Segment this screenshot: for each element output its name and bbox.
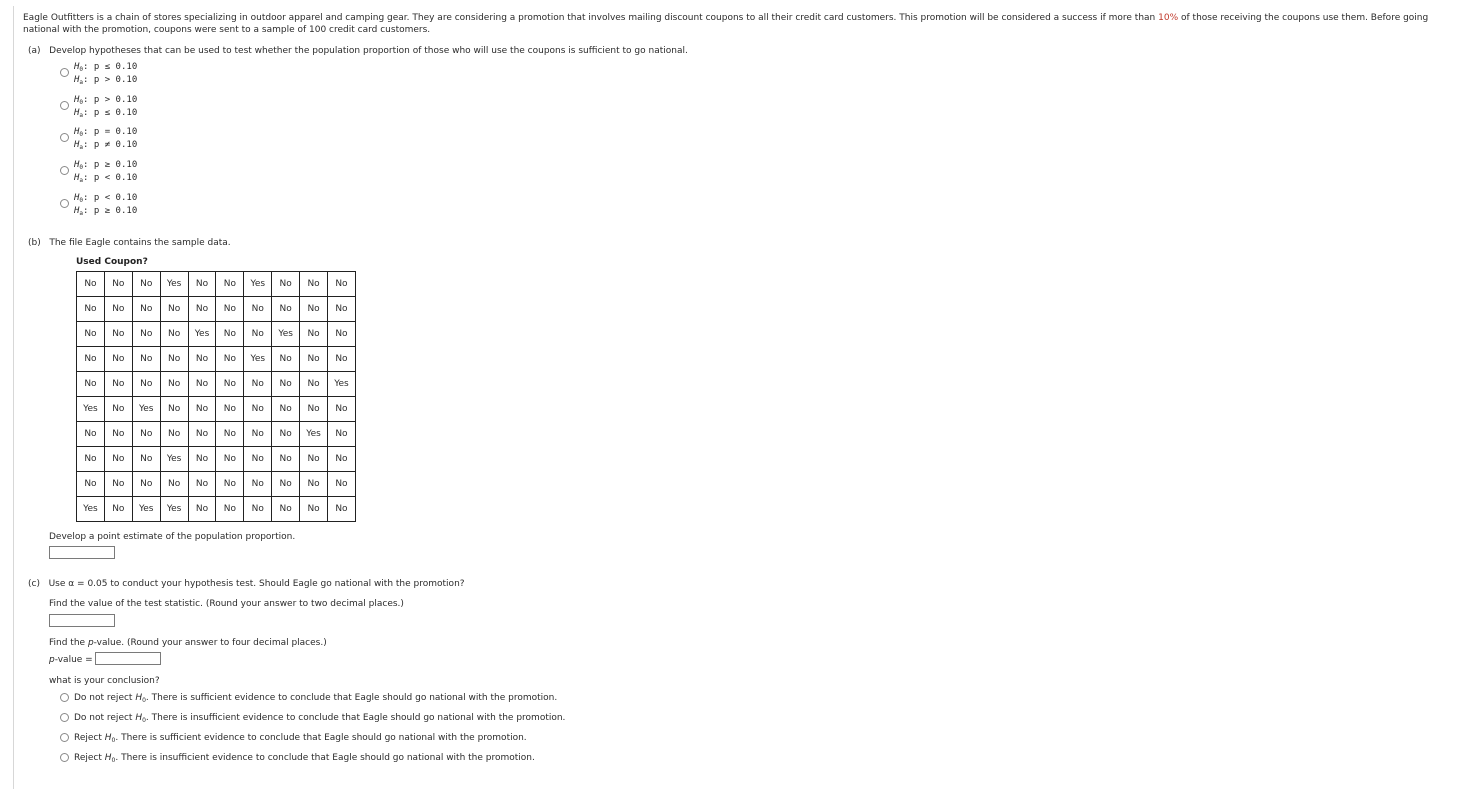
table-cell: No <box>132 322 160 347</box>
h-letter: H <box>135 713 143 723</box>
table-cell: No <box>160 397 188 422</box>
intro-text-2: of those receiving the coupons use them. Before going national with the promotion, coupons were sent to a sample of 100 credit card customers. <box>23 13 1429 35</box>
table-cell: No <box>104 372 132 397</box>
null-hypothesis <box>74 159 137 172</box>
table-cell: No <box>77 272 105 297</box>
table-cell: No <box>300 447 328 472</box>
alternative-hypothesis <box>74 172 137 185</box>
table-cell: No <box>328 347 356 372</box>
conclusion-pre: Do not reject <box>74 713 136 723</box>
sub-zero: 0 <box>79 164 84 171</box>
sub-a: a <box>79 210 84 217</box>
h-letter: H <box>74 160 80 170</box>
table-cell: No <box>216 497 244 522</box>
table-cell: No <box>272 497 300 522</box>
table-cell: No <box>160 297 188 322</box>
table-cell: No <box>328 397 356 422</box>
table-cell: No <box>132 297 160 322</box>
table-cell: No <box>188 272 216 297</box>
table-cell: No <box>328 422 356 447</box>
h-letter: H <box>135 693 143 703</box>
table-cell: No <box>160 322 188 347</box>
conclusion-option-4[interactable] <box>74 752 535 764</box>
table-cell: Yes <box>244 347 272 372</box>
table-cell: No <box>160 472 188 497</box>
h-letter: H <box>104 733 112 743</box>
hypothesis-option-3[interactable] <box>74 126 137 152</box>
table-cell: No <box>328 447 356 472</box>
h-letter: H <box>74 62 80 72</box>
coupon-data-table <box>76 271 356 522</box>
part-a-prompt: Develop hypotheses that can be used to test whether the population proportion of those who will use the coupons is sufficient to go national. <box>49 46 688 56</box>
conclusion-pre: Reject <box>74 733 105 743</box>
table-cell: No <box>216 397 244 422</box>
table-cell: No <box>188 497 216 522</box>
table-cell: No <box>300 497 328 522</box>
table-row <box>77 297 356 322</box>
null-hypothesis-text: : p ≥ 0.10 <box>83 160 138 170</box>
table-row <box>77 372 356 397</box>
table-cell: No <box>216 422 244 447</box>
table-cell: Yes <box>160 272 188 297</box>
table-cell: Yes <box>77 497 105 522</box>
table-cell: No <box>300 397 328 422</box>
point-estimate-input[interactable] <box>49 546 115 559</box>
conclusion-option-2-radio[interactable] <box>60 713 69 722</box>
table-cell: No <box>272 372 300 397</box>
table-cell: No <box>132 472 160 497</box>
null-hypothesis-text: : p ≤ 0.10 <box>83 62 138 72</box>
conclusion-post: . There is insufficient evidence to conclude that Eagle should go national with the promotion. <box>145 713 566 723</box>
h-letter: H <box>74 75 80 85</box>
table-cell: No <box>188 372 216 397</box>
sub-zero: 0 <box>79 99 84 106</box>
hypothesis-option-2-radio[interactable] <box>60 101 69 110</box>
table-cell: No <box>104 447 132 472</box>
pvalue-prompt-post: -value. (Round your answer to four decimal places.) <box>93 638 327 648</box>
pvalue-prompt-pre: Find the <box>49 638 88 648</box>
part-c-prompt: Use α = 0.05 to conduct your hypothesis test. Should Eagle go national with the promotion? <box>48 579 465 589</box>
conclusion-option-4-radio[interactable] <box>60 753 69 762</box>
table-cell: No <box>300 372 328 397</box>
conclusion-option-1-radio[interactable] <box>60 693 69 702</box>
table-row <box>77 272 356 297</box>
h-letter: H <box>104 753 112 763</box>
table-cell: No <box>328 472 356 497</box>
table-cell: No <box>272 447 300 472</box>
alternative-hypothesis <box>74 74 137 87</box>
table-cell: No <box>104 272 132 297</box>
table-cell: No <box>216 347 244 372</box>
table-cell: No <box>216 447 244 472</box>
table-cell: No <box>77 297 105 322</box>
alternative-hypothesis-text: : p > 0.10 <box>83 75 138 85</box>
part-b-label: (b) <box>28 238 41 248</box>
hypothesis-option-4-radio[interactable] <box>60 166 69 175</box>
table-cell: No <box>272 397 300 422</box>
part-c-label: (c) <box>28 579 40 589</box>
conclusion-option-2[interactable] <box>74 712 565 724</box>
test-statistic-prompt: Find the value of the test statistic. (Round your answer to two decimal places.) <box>49 599 404 609</box>
table-cell: No <box>244 322 272 347</box>
table-cell: Yes <box>160 447 188 472</box>
table-cell: No <box>132 272 160 297</box>
conclusion-post: . There is sufficient evidence to conclude that Eagle should go national with the promotion. <box>115 733 527 743</box>
table-cell: Yes <box>300 422 328 447</box>
null-hypothesis-text: : p < 0.10 <box>83 193 138 203</box>
h-letter: H <box>74 193 80 203</box>
hypothesis-option-1-radio[interactable] <box>60 68 69 77</box>
table-cell: No <box>328 497 356 522</box>
conclusion-pre: Reject <box>74 753 105 763</box>
sub-a: a <box>79 79 84 86</box>
table-cell: No <box>188 297 216 322</box>
hypothesis-option-2[interactable] <box>74 94 137 120</box>
pvalue-label <box>49 654 93 666</box>
hypothesis-option-5[interactable] <box>74 192 137 218</box>
table-title: Used Coupon? <box>76 257 148 267</box>
table-cell: No <box>160 372 188 397</box>
table-cell: Yes <box>188 322 216 347</box>
table-cell: No <box>272 472 300 497</box>
h-letter: H <box>74 206 80 216</box>
table-row <box>77 422 356 447</box>
test-statistic-input[interactable] <box>49 614 115 627</box>
table-cell: Yes <box>160 497 188 522</box>
table-cell: No <box>188 472 216 497</box>
table-cell: No <box>244 397 272 422</box>
conclusion-prompt: what is your conclusion? <box>49 676 160 686</box>
table-cell: No <box>216 372 244 397</box>
conclusion-option-3[interactable] <box>74 732 527 744</box>
table-cell: No <box>77 322 105 347</box>
part-b-prompt: The file Eagle contains the sample data. <box>49 238 231 248</box>
h-letter: H <box>74 127 80 137</box>
h-letter: H <box>74 95 80 105</box>
conclusion-post: . There is sufficient evidence to conclude that Eagle should go national with the promotion. <box>145 693 558 703</box>
table-cell: No <box>244 472 272 497</box>
sub-a: a <box>79 112 84 119</box>
null-hypothesis <box>74 61 137 74</box>
table-cell: No <box>104 347 132 372</box>
point-estimate-prompt: Develop a point estimate of the population proportion. <box>49 532 296 542</box>
alternative-hypothesis-text: : p ≠ 0.10 <box>83 140 138 150</box>
null-hypothesis-text: : p = 0.10 <box>83 127 138 137</box>
table-cell: No <box>160 422 188 447</box>
alternative-hypothesis <box>74 205 137 218</box>
table-row <box>77 322 356 347</box>
table-cell: No <box>188 447 216 472</box>
left-border-rule <box>13 6 14 789</box>
table-cell: No <box>244 447 272 472</box>
table-cell: No <box>188 347 216 372</box>
hypothesis-option-1[interactable] <box>74 61 137 87</box>
table-cell: No <box>77 472 105 497</box>
table-cell: No <box>77 347 105 372</box>
alternative-hypothesis-text: : p ≥ 0.10 <box>83 206 138 216</box>
table-cell: No <box>328 297 356 322</box>
table-cell: Yes <box>272 322 300 347</box>
table-cell: No <box>132 422 160 447</box>
table-cell: No <box>188 397 216 422</box>
hypothesis-option-4[interactable] <box>74 159 137 185</box>
table-cell: No <box>244 497 272 522</box>
table-cell: Yes <box>77 397 105 422</box>
pvalue-label-p: p <box>49 655 55 665</box>
table-row <box>77 447 356 472</box>
sub-a: a <box>79 177 84 184</box>
pvalue-prompt-p: p <box>87 638 94 648</box>
table-cell: No <box>328 322 356 347</box>
sub-zero: 0 <box>142 697 146 704</box>
conclusion-pre: Do not reject <box>74 693 136 703</box>
h-letter: H <box>74 140 80 150</box>
hypothesis-option-5-radio[interactable] <box>60 199 69 208</box>
sub-a: a <box>79 144 84 151</box>
h-letter: H <box>74 173 80 183</box>
table-cell: No <box>272 297 300 322</box>
table-cell: No <box>244 297 272 322</box>
problem-intro <box>23 12 1463 36</box>
table-cell: No <box>216 272 244 297</box>
table-cell: No <box>132 447 160 472</box>
alternative-hypothesis-text: : p ≤ 0.10 <box>83 108 138 118</box>
hypothesis-option-3-radio[interactable] <box>60 133 69 142</box>
table-cell: No <box>104 472 132 497</box>
pvalue-prompt <box>49 637 327 649</box>
sub-zero: 0 <box>79 66 84 73</box>
part-b <box>28 237 231 249</box>
table-row <box>77 347 356 372</box>
null-hypothesis <box>74 192 137 205</box>
conclusion-post: . There is insufficient evidence to conclude that Eagle should go national with the promotion. <box>115 753 535 763</box>
table-cell: No <box>132 372 160 397</box>
table-cell: No <box>104 297 132 322</box>
table-cell: No <box>216 472 244 497</box>
table-cell: No <box>328 272 356 297</box>
alternative-hypothesis <box>74 107 137 120</box>
h-letter: H <box>74 108 80 118</box>
conclusion-option-1[interactable] <box>74 692 557 704</box>
part-a-label: (a) <box>28 46 41 56</box>
alternative-hypothesis <box>74 139 137 152</box>
table-cell: No <box>216 297 244 322</box>
table-cell: No <box>77 447 105 472</box>
null-hypothesis-text: : p > 0.10 <box>83 95 138 105</box>
table-cell: No <box>160 347 188 372</box>
table-row <box>77 472 356 497</box>
table-cell: Yes <box>244 272 272 297</box>
table-cell: No <box>77 422 105 447</box>
table-cell: No <box>244 372 272 397</box>
table-cell: Yes <box>328 372 356 397</box>
pvalue-input[interactable] <box>95 652 161 665</box>
sub-zero: 0 <box>111 757 116 764</box>
sub-zero: 0 <box>142 717 146 724</box>
intro-highlight-threshold: 10% <box>1158 13 1179 23</box>
table-cell: No <box>300 272 328 297</box>
part-c <box>28 578 465 590</box>
pvalue-label-rest: -value = <box>54 655 93 665</box>
table-row <box>77 497 356 522</box>
table-cell: No <box>272 422 300 447</box>
table-cell: No <box>244 422 272 447</box>
table-cell: No <box>104 422 132 447</box>
table-cell: No <box>104 497 132 522</box>
sub-zero: 0 <box>111 737 116 744</box>
conclusion-option-3-radio[interactable] <box>60 733 69 742</box>
table-cell: No <box>300 322 328 347</box>
table-cell: Yes <box>132 497 160 522</box>
table-cell: No <box>104 322 132 347</box>
table-cell: Yes <box>132 397 160 422</box>
table-cell: No <box>104 397 132 422</box>
table-cell: No <box>216 322 244 347</box>
table-cell: No <box>300 297 328 322</box>
table-cell: No <box>77 372 105 397</box>
alternative-hypothesis-text: : p < 0.10 <box>83 173 138 183</box>
table-cell: No <box>272 272 300 297</box>
table-cell: No <box>272 347 300 372</box>
intro-text-1: Eagle Outfitters is a chain of stores specializing in outdoor apparel and camping gear. They are considering a promotion that involves mailing discount coupons to all their credit card customers. This promotion will be considered a success if more than <box>23 13 1159 23</box>
table-cell: No <box>132 347 160 372</box>
table-cell: No <box>300 472 328 497</box>
null-hypothesis <box>74 94 137 107</box>
sub-zero: 0 <box>79 131 84 138</box>
table-row <box>77 397 356 422</box>
part-a <box>28 45 688 57</box>
sub-zero: 0 <box>79 197 84 204</box>
table-cell: No <box>300 347 328 372</box>
null-hypothesis <box>74 126 137 139</box>
table-cell: No <box>188 422 216 447</box>
